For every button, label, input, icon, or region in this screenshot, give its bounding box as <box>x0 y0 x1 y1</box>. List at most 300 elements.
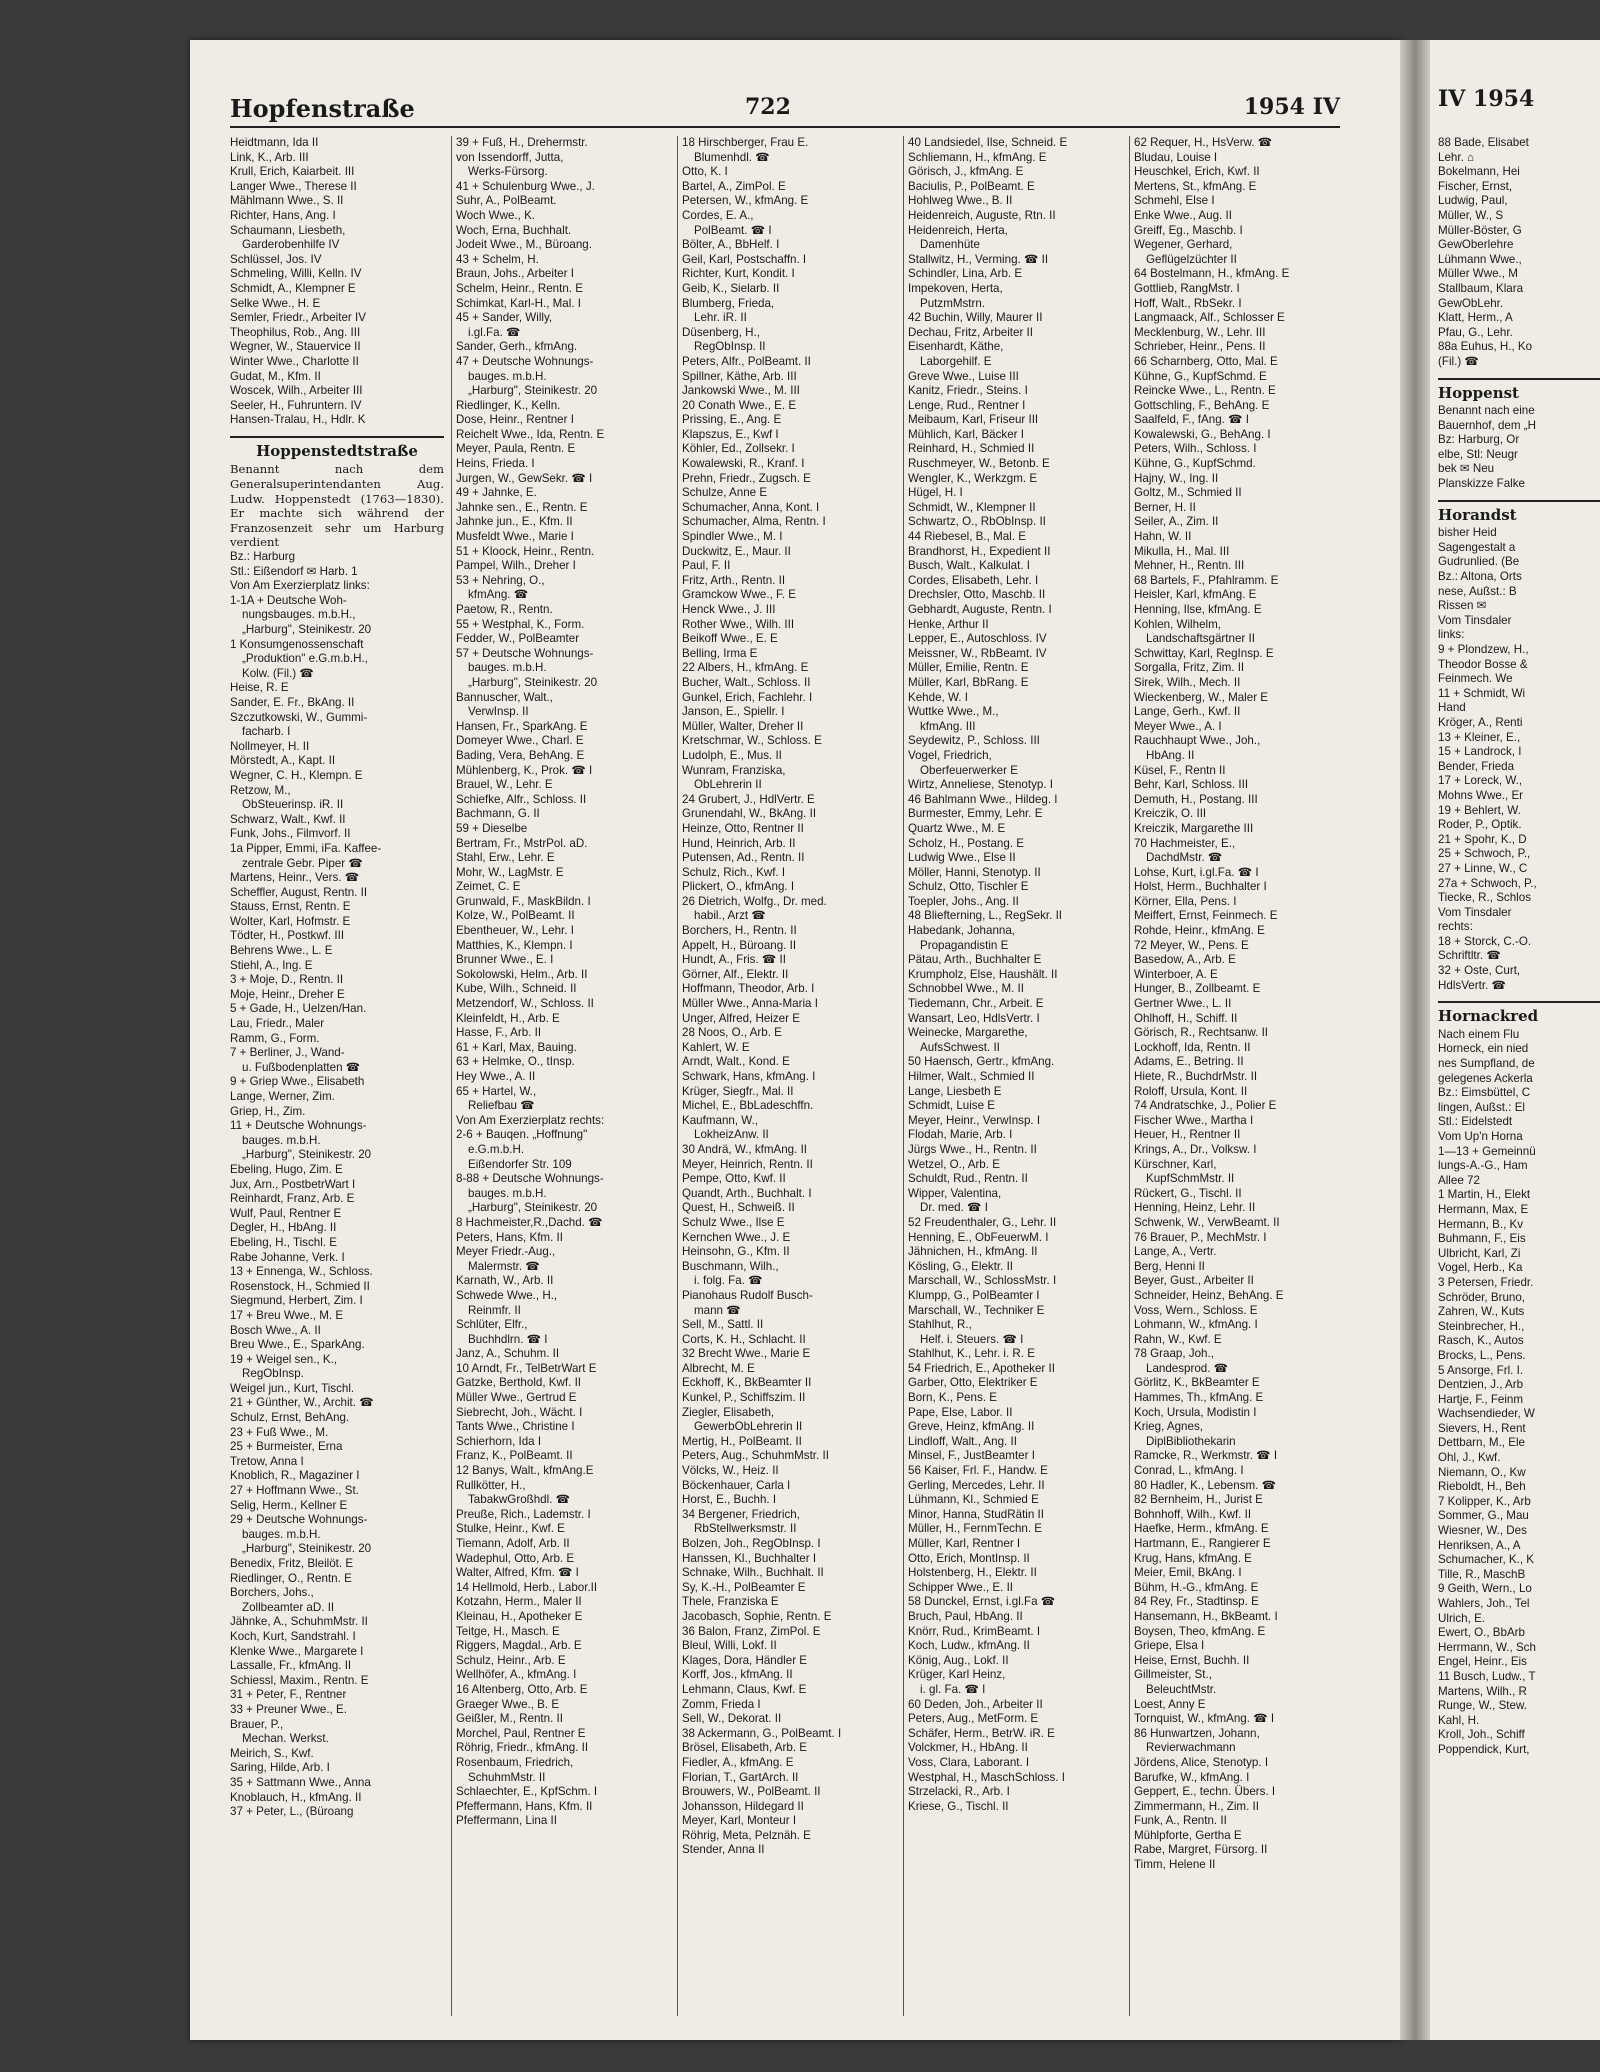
directory-entry: Selig, Herm., Kellner E <box>230 1498 348 1512</box>
directory-entry: Schmidt, A., Klempner E <box>230 281 356 295</box>
directory-entry: Peters, Alfr., PolBeamt. II <box>682 354 811 368</box>
directory-entry: TabakwGroßhdl. ☎ <box>468 1493 571 1507</box>
directory-entry: Heise, Ernst, Buchh. II <box>1134 1653 1250 1667</box>
directory-entry: Hey Wwe., A. II <box>456 1070 536 1083</box>
directory-entry: Sievers, H., Rent <box>1438 1421 1526 1435</box>
directory-entry: Krings, A., Dr., Volksw. I <box>1134 1142 1257 1156</box>
directory-entry: Lange, Gerh., Kwf. II <box>1134 705 1241 719</box>
directory-entry: 8-88 + Deutsche Wohnungs- <box>456 1172 604 1186</box>
directory-entry: Johansson, Hildegard II <box>682 1799 804 1813</box>
directory-entry: 51 + Kloock, Heinr., Rentn. <box>456 544 595 558</box>
directory-entry: Hunger, B., Zollbeamt. E <box>1134 982 1261 996</box>
directory-entry: Bz.: Harburg <box>230 550 296 564</box>
directory-entry: Riggers, Magdal., Arb. E <box>456 1639 582 1653</box>
directory-entry: Plickert, O., kfmAng. I <box>682 880 795 894</box>
directory-entry: Jodeit Wwe., M., Büroang. <box>456 238 592 252</box>
directory-entry: Rother Wwe., Wilh. III <box>682 617 795 631</box>
directory-entry: Bz.: Eimsbüttel, C <box>1438 1086 1531 1100</box>
directory-entry: Stahl, Erw., Lehr. E <box>456 851 555 865</box>
directory-entry: Nach einem Flu <box>1438 1027 1520 1041</box>
directory-entry: Duckwitz, E., Maur. II <box>682 544 791 558</box>
directory-entry: Herrmann, W., Sch <box>1438 1640 1536 1654</box>
directory-entry: Quartz Wwe., M. E <box>908 821 1006 835</box>
directory-entry: Nollmeyer, H. II <box>230 739 310 753</box>
directory-entry: Ebeling, Hugo, Zim. E <box>230 1162 343 1176</box>
directory-entry: 70 Hachmeister, E., <box>1134 836 1236 850</box>
directory-entry: Schmidt, W., Klempner II <box>908 500 1036 514</box>
directory-entry: Zahren, W., Kuts <box>1438 1305 1525 1319</box>
directory-entry: „Harburg", Steinikestr. 20 <box>242 1148 372 1162</box>
directory-entry: Wunram, Franziska, <box>682 763 786 777</box>
directory-entry: Kösling, G., Elektr. II <box>908 1259 1014 1273</box>
directory-entry: PutzmMstrn. <box>920 296 986 310</box>
directory-entry: Wegner, C. H., Klempn. E <box>230 768 363 782</box>
directory-entry: i. gl. Fa. ☎ I <box>920 1682 986 1696</box>
directory-entry: 17 + Breu Wwe., M. E <box>230 1308 344 1322</box>
directory-entry: Paetow, R., Rentn. <box>456 603 553 616</box>
directory-entry: Schumacher, Alma, Rentn. I <box>682 515 826 529</box>
directory-entry: Bannuscher, Walt., <box>456 690 553 704</box>
directory-entry: Hohlweg Wwe., B. II <box>908 194 1013 208</box>
directory-entry: Voss, Clara, Laborant. I <box>908 1755 1030 1769</box>
directory-entry: Voss, Wern., Schloss. E <box>1134 1303 1258 1317</box>
directory-entry: 7 + Berliner, J., Wand- <box>230 1046 345 1060</box>
directory-entry: Jürgs Wwe., H., Rentn. II <box>908 1142 1037 1156</box>
directory-entry: bauges. m.b.H. <box>242 1527 321 1541</box>
directory-entry: Ewert, O., BbArb <box>1438 1626 1525 1640</box>
directory-entry: Thele, Franziska E <box>682 1595 779 1609</box>
directory-entry: Malermstr. ☎ <box>468 1259 540 1273</box>
directory-entry: Kanitz, Friedr., Steins. I <box>908 384 1028 398</box>
directory-entry: Görner, Alf., Elektr. II <box>682 967 789 981</box>
directory-entry: 11 Busch, Ludw., T <box>1438 1669 1536 1683</box>
directory-entry: Westphal, H., MaschSchloss. I <box>908 1770 1066 1784</box>
directory-entry: Damenhüte <box>920 238 980 252</box>
directory-entry: Schwede Wwe., H., <box>456 1288 558 1302</box>
directory-entry: Gottschling, F., BehAng. E <box>1134 398 1270 412</box>
directory-entry: Drechsler, Otto, Maschb. II <box>908 588 1046 602</box>
directory-entry: Revierwachmann <box>1146 1741 1236 1755</box>
directory-entry: RegObInsp. <box>242 1367 304 1381</box>
section-description: Benannt nach dem Generalsuperintendanten Aug. Ludw. Hoppenstedt (1763—1830). Er machte sich während der Franzosenzeit sehr um Harburg verdient <box>230 462 444 550</box>
directory-entry: Saring, Hilde, Arb. I <box>230 1761 330 1775</box>
directory-entry: Tants Wwe., Christine I <box>456 1420 575 1434</box>
directory-entry: Petersen, W., kfmAng. E <box>682 194 809 208</box>
directory-entry: Suhr, A., PolBeamt. <box>456 194 557 208</box>
directory-entry: AufsSchwest. II <box>920 1040 1000 1054</box>
directory-entry: Mohr, W., LagMstr. E <box>456 865 564 879</box>
column-3 <box>682 136 896 2026</box>
directory-entry: Walter, Alfred, Kfm. ☎ I <box>456 1566 579 1580</box>
directory-entry: Gramckow Wwe., F. E <box>682 588 797 602</box>
directory-entry: Knoblich, R., Magaziner I <box>230 1469 360 1483</box>
directory-entry: Geil, Karl, Postschaffn. I <box>682 252 807 266</box>
directory-entry: Schiessl, Maxim., Rentn. E <box>230 1673 369 1687</box>
directory-entry: Kowalewski, G., BehAng. I <box>1134 427 1271 441</box>
directory-entry: Henning, E., ObFeuerwM. I <box>908 1230 1049 1244</box>
directory-entry: Runge, W., Stew. <box>1438 1699 1527 1713</box>
directory-entry: Toepler, Johs., Ang. II <box>908 894 1019 908</box>
directory-entry: Vom Tinsdaler <box>1438 613 1512 627</box>
directory-entry: Kernchen Wwe., J. E <box>682 1230 791 1244</box>
directory-entry: 60 Deden, Joh., Arbeiter II <box>908 1697 1043 1711</box>
directory-entry: Hanssen, Kl., Buchhalter I <box>682 1551 817 1565</box>
directory-entry: 55 + Westphal, K., Form. <box>456 617 585 631</box>
directory-entry: Peters, Wilh., Schloss. I <box>1134 442 1257 456</box>
directory-entry: Pempe, Otto, Kwf. II <box>682 1172 786 1186</box>
directory-entry: Flodah, Marie, Arb. I <box>908 1128 1013 1142</box>
right-section-3-lines <box>1438 1028 1600 1758</box>
directory-entry: Mörstedt, A., Kapt. II <box>230 754 336 768</box>
directory-entry: Zollbeamter aD. II <box>242 1600 335 1614</box>
directory-entry: 17 + Loreck, W., <box>1438 774 1523 788</box>
directory-entry: Greiff, Eg., Maschb. I <box>1134 223 1243 237</box>
directory-entry: Bohnhoff, Wilh., Kwf. II <box>1134 1507 1252 1521</box>
directory-entry: 32 Brecht Wwe., Marie E <box>682 1347 811 1361</box>
directory-entry: Köhler, Ed., Zollsekr. I <box>682 442 795 456</box>
directory-entry: Bz.: Altona, Orts <box>1438 570 1522 584</box>
directory-entry: Ramm, G., Form. <box>230 1031 320 1045</box>
directory-entry: Bading, Vera, BehAng. E <box>456 748 585 762</box>
directory-entry: Müller Wwe., Gertrud E <box>456 1391 577 1405</box>
directory-entry: Habedank, Johanna, <box>908 924 1016 938</box>
directory-entry: Sirek, Wilh., Mech. II <box>1134 675 1241 689</box>
directory-entry: Jux, Arn., PostbetrWart I <box>230 1177 356 1191</box>
directory-entry: Horst, E., Buchh. I <box>682 1493 777 1507</box>
directory-entry: Busch, Walt., Kalkulat. I <box>908 559 1030 573</box>
directory-entry: 26 Dietrich, Wolfg., Dr. med. <box>682 894 827 908</box>
directory-entry: Vom Up'n Horna <box>1438 1130 1523 1143</box>
directory-entry: Gertner Wwe., L. II <box>1134 997 1232 1011</box>
directory-entry: Mühlpforte, Gertha E <box>1134 1828 1242 1842</box>
directory-entry: Röhrig, Friedr., kfmAng. II <box>456 1741 589 1755</box>
directory-entry: Lühmann, Kl., Schmied E <box>908 1493 1039 1507</box>
directory-entry: DachdMstr. ☎ <box>1146 851 1223 865</box>
directory-entry: Lohmann, W., kfmAng. I <box>1134 1318 1258 1332</box>
directory-entry: Rahn, W., Kwf. E <box>1134 1332 1222 1346</box>
directory-entry: Bender, Frieda <box>1438 759 1515 773</box>
directory-entry: Jähnichen, H., kfmAng. II <box>908 1245 1038 1259</box>
directory-entry: Siegmund, Herbert, Zim. I <box>230 1294 363 1308</box>
directory-entry: SchuhmMstr. II <box>468 1770 546 1784</box>
directory-entry: Arndt, Walt., Kond. E <box>682 1055 790 1069</box>
directory-entry: 1 Martin, H., Elekt <box>1438 1188 1531 1202</box>
directory-entry: Szczutkowski, W., Gummi- <box>230 710 368 724</box>
directory-entry: Born, K., Pens. E <box>908 1391 997 1405</box>
directory-entry: Domeyer Wwe., Charl. E <box>456 734 584 748</box>
directory-entry: Pampel, Wilh., Dreher I <box>456 559 576 573</box>
directory-entry: 10 Arndt, Fr., TelBetrWart E <box>456 1361 597 1375</box>
directory-entry: 88a Euhus, H., Ko <box>1438 340 1533 354</box>
directory-entry: Horneck, ein nied <box>1438 1042 1529 1056</box>
directory-entry: Allee 72 <box>1438 1173 1480 1187</box>
directory-entry: Wiesner, W., Des <box>1438 1524 1527 1538</box>
directory-entry: 33 + Preuner Wwe., E. <box>230 1702 347 1716</box>
directory-entry: 1—13 + Gemeinnü <box>1438 1144 1536 1158</box>
directory-entry: Borchers, Johs., <box>230 1586 314 1600</box>
directory-entry: Pfau, G., Lehr. <box>1438 325 1513 339</box>
directory-entry: Bludau, Louise I <box>1134 150 1218 164</box>
directory-entry: Lehr. iR. II <box>694 311 747 325</box>
directory-entry: Mohns Wwe., Er <box>1438 788 1524 802</box>
directory-entry: Hoff, Walt., RbSekr. I <box>1134 296 1242 310</box>
directory-entry: Conrad, L., kfmAng. I <box>1134 1464 1244 1478</box>
directory-entry: bek ✉ Neu <box>1438 462 1495 476</box>
directory-entry: Klumpp, G., PolBeamter I <box>908 1288 1040 1302</box>
directory-entry: Gerling, Mercedes, Lehr. II <box>908 1478 1045 1492</box>
directory-entry: Breu Wwe., E., SparkAng. <box>230 1338 365 1352</box>
directory-entry: Möller, Hanni, Stenotyp. II <box>908 865 1041 879</box>
directory-entry: Schwartz, O., RbObInsp. II <box>908 515 1046 529</box>
directory-entry: Müller-Böster, G <box>1438 223 1522 237</box>
directory-entry: Hasse, F., Arb. II <box>456 1026 542 1040</box>
directory-entry: Gudrunlied. (Be <box>1438 555 1520 569</box>
directory-entry: Quest, H., Schweiß. II <box>682 1201 795 1215</box>
directory-entry: 88 Bade, Elisabet <box>1438 136 1529 149</box>
directory-entry: Meibaum, Karl, Friseur III <box>908 413 1039 427</box>
directory-entry: Knoblauch, H., kfmAng. II <box>230 1790 362 1804</box>
directory-entry: Schlüter, Elfr., <box>456 1318 528 1332</box>
directory-entry: Volckmer, H., HbAng. II <box>908 1741 1028 1755</box>
directory-entry: Kleinfeldt, H., Arb. E <box>456 1011 560 1025</box>
directory-entry: 11 + Deutsche Wohnungs- <box>230 1119 367 1133</box>
directory-entry: Kühne, G., KupfSchmd. E <box>1134 369 1267 383</box>
directory-entry: Schulz, Otto, Tischler E <box>908 880 1029 894</box>
directory-entry: Impekoven, Herta, <box>908 281 1003 295</box>
directory-entry: Schriftltr. ☎ <box>1438 949 1501 963</box>
directory-entry: Moje, Heinr., Dreher E <box>230 987 345 1001</box>
directory-entry: „Harburg", Steinikestr. 20 <box>468 384 598 398</box>
directory-entry: Henriksen, A., A <box>1438 1538 1521 1552</box>
directory-entry: 22 Albers, H., kfmAng. E <box>682 661 809 675</box>
directory-entry: Tretow, Anna I <box>230 1454 304 1468</box>
directory-entry: Zeimet, C. E <box>456 880 521 894</box>
directory-entry: 32 + Oste, Curt, <box>1438 964 1521 978</box>
directory-entry: 7 Kolipper, K., Arb <box>1438 1494 1531 1508</box>
directory-entry: 3 Petersen, Friedr. <box>1438 1275 1534 1289</box>
directory-entry: Jacobasch, Sophie, Rentn. E <box>682 1609 832 1623</box>
directory-entry: Bertram, Fr., MstrPol. aD. <box>456 836 588 850</box>
directory-entry: Schlaechter, E., KpfSchm. I <box>456 1785 598 1799</box>
directory-entry: Lenge, Rud., Rentner I <box>908 398 1026 412</box>
directory-entry: Meyer Friedr.-Aug., <box>456 1245 556 1259</box>
directory-entry: 28 Noos, O., Arb. E <box>682 1026 782 1040</box>
directory-entry: Tiemann, Adolf, Arb. II <box>456 1537 570 1550</box>
column-5 <box>1134 136 1348 2026</box>
directory-entry: Buschmann, Wilh., <box>682 1259 779 1273</box>
directory-entry: 27a + Schwoch, P., <box>1438 876 1537 890</box>
directory-entry: Jördens, Alice, Stenotyp. I <box>1134 1755 1269 1769</box>
directory-entry: Martens, Wilh., R <box>1438 1684 1527 1698</box>
directory-entry: Knörr, Rud., KrimBeamt. I <box>908 1624 1041 1638</box>
directory-entry: 31 + Peter, F., Rentner <box>230 1688 347 1702</box>
directory-entry: Stallbaum, Klara <box>1438 281 1524 295</box>
directory-entry: Wansart, Leo, HdlsVertr. I <box>908 1011 1040 1025</box>
directory-entry: Benannt nach eine <box>1438 404 1535 418</box>
directory-entry: Ludolph, E., Mus. II <box>682 748 782 762</box>
directory-entry: Kriese, G., Tischl. II <box>908 1799 1009 1813</box>
directory-entry: Schulz Wwe., Ilse E <box>682 1215 785 1229</box>
directory-entry: nese, Außst.: B <box>1438 584 1517 598</box>
directory-entry: Woch Wwe., K. <box>456 208 536 222</box>
hopfenstrasse-residents <box>230 136 444 428</box>
directory-entry: Müller, Emilie, Rentn. E <box>908 661 1029 675</box>
directory-entry: Eckhoff, K., BkBeamter II <box>682 1376 812 1390</box>
directory-entry: Reinhardt, Franz, Arb. E <box>230 1192 355 1206</box>
directory-entry: Pätau, Arth., Buchhalter E <box>908 953 1042 967</box>
directory-entry: Albrecht, M. E <box>682 1361 755 1375</box>
directory-entry: Woch, Erna, Buchhalt. <box>456 223 572 237</box>
directory-entry: 74 Andratschke, J., Polier E <box>1134 1099 1277 1113</box>
directory-entry: Behr, Karl, Schloss. III <box>1134 778 1249 792</box>
directory-entry: Adams, E., Betring. II <box>1134 1055 1244 1069</box>
directory-entry: Meyer, Heinr., VerwInsp. I <box>908 1113 1041 1127</box>
directory-entry: Kowalewski, R., Kranf. I <box>682 457 805 471</box>
directory-entry: Wuttke Wwe., M., <box>908 705 999 719</box>
right-page-header: IV 1954 <box>1438 86 1535 112</box>
directory-entry: Theophilus, Rob., Ang. III <box>230 325 361 339</box>
directory-entry: 14 Hellmold, Herb., Labor.II <box>456 1580 598 1594</box>
directory-entry: Greve, Heinz, kfmAng. II <box>908 1420 1035 1434</box>
directory-entry: Schipper Wwe., E. II <box>908 1580 1014 1594</box>
column-2 <box>456 136 670 2026</box>
directory-entry: Semler, Friedr., Arbeiter IV <box>230 311 366 325</box>
directory-entry: Mertens, St., kfmAng. E <box>1134 179 1257 193</box>
directory-entry: Sy, K.-H., PolBeamter E <box>682 1580 806 1594</box>
directory-entry: Lau, Friedr., Maler <box>230 1017 325 1031</box>
directory-entry: Ebeling, H., Tischl. E <box>230 1235 337 1249</box>
directory-entry: Burmester, Emmy, Lehr. E <box>908 807 1043 821</box>
directory-entry: Müller, W., S <box>1438 208 1504 222</box>
directory-entry: Engel, Heinr., Eis <box>1438 1655 1527 1669</box>
directory-entry: Siebrecht, Joh., Wächt. I <box>456 1405 583 1419</box>
directory-entry: 50 Haensch, Gertr., kfmAng. <box>908 1055 1055 1069</box>
directory-entry: Bachmann, G. II <box>456 807 540 821</box>
directory-entry: Schulz, Rich., Kwf. I <box>682 865 786 879</box>
hoppenstedtstrasse-residents <box>230 550 444 1820</box>
column-1 <box>230 136 444 2026</box>
directory-entry: Otto, Erich, MontInsp. II <box>908 1551 1030 1565</box>
directory-entry: 48 Bliefterning, L., RegSekr. II <box>908 909 1063 923</box>
directory-entry: Brösel, Elisabeth, Arb. E <box>682 1741 808 1755</box>
directory-entry: Lepper, E., Autoschloss. IV <box>908 632 1047 646</box>
directory-entry: GewerbObLehrerin II <box>694 1420 803 1434</box>
directory-entry: Rabe Johanne, Verk. I <box>230 1250 345 1264</box>
directory-entry: Gunkel, Erich, Fachlehr. I <box>682 690 813 704</box>
directory-entry: 27 + Linne, W., C <box>1438 861 1528 875</box>
directory-entry: Peters, Aug., MetForm. E <box>908 1712 1039 1726</box>
directory-entry: rechts: <box>1438 920 1473 934</box>
directory-entry: 56 Kaiser, Frl. F., Handw. E <box>908 1464 1048 1478</box>
right-section-title-2: Horandst <box>1438 500 1600 523</box>
directory-entry: 11 + Schmidt, Wi <box>1438 686 1526 700</box>
directory-entry: 16 Altenberg, Otto, Arb. E <box>456 1682 588 1696</box>
directory-entry: Tiedemann, Chr., Arbeit. E <box>908 997 1044 1011</box>
directory-entry: Stl.: Eißendorf ✉ Harb. 1 <box>230 564 358 578</box>
directory-entry: Langmaack, Alf., Schlosser E <box>1134 311 1285 325</box>
directory-entry: nes Sumpfland, de <box>1438 1057 1535 1071</box>
directory-entry: Eisenhardt, Käthe, <box>908 340 1004 354</box>
directory-entry: Gebhardt, Auguste, Rentn. I <box>908 603 1052 616</box>
directory-entry: Otto, K. I <box>682 165 728 179</box>
directory-entry: Riedlinger, O., Rentn. E <box>230 1571 352 1585</box>
directory-entry: Schäfer, Herm., BetrW. iR. E <box>908 1726 1055 1740</box>
directory-entry: Heinze, Otto, Rentner II <box>682 821 804 835</box>
directory-entry: Graeger Wwe., B. E <box>456 1697 560 1711</box>
directory-entry: Steinbrecher, H., <box>1438 1319 1525 1333</box>
column-divider <box>677 136 678 2016</box>
directory-entry: Haefke, Herm., kfmAng. E <box>1134 1522 1269 1536</box>
directory-entry: Rosenbaum, Friedrich, <box>456 1755 574 1769</box>
directory-entry: Schnake, Wilh., Buchhalt. II <box>682 1566 824 1580</box>
directory-entry: Krumpholz, Else, Haushält. II <box>908 967 1058 981</box>
directory-entry: Kleinau, H., Apotheker E <box>456 1609 583 1623</box>
directory-entry: Zomm, Frieda I <box>682 1697 761 1711</box>
directory-entry: Kürschner, Karl, <box>1134 1157 1217 1171</box>
directory-entry: Sagengestalt a <box>1438 540 1516 554</box>
directory-entry: Hahn, W. II <box>1134 530 1192 544</box>
directory-entry: RbStellwerksmstr. II <box>694 1522 797 1536</box>
directory-entry: 36 Balon, Franz, ZimPol. E <box>682 1624 821 1638</box>
directory-entry: 21 + Spohr, K., D <box>1438 832 1527 846</box>
directory-entry: 61 + Karl, Max, Bauing. <box>456 1040 577 1054</box>
directory-entry: 9 Geith, Wern., Lo <box>1438 1582 1532 1596</box>
directory-entry: Musfeldt Wwe., Marie I <box>456 530 574 544</box>
directory-entry: Spillner, Käthe, Arb. III <box>682 369 797 383</box>
directory-entry: Schmehl, Else I <box>1134 194 1215 208</box>
directory-entry: Sander, Gerh., kfmAng. <box>456 340 578 354</box>
directory-entry: Corts, K. H., Schlacht. II <box>682 1332 806 1346</box>
directory-entry: 38 Ackermann, G., PolBeamt. I <box>682 1726 842 1740</box>
directory-entry: Lange, A., Vertr. <box>1134 1245 1217 1259</box>
directory-entry: Klages, Dora, Händler E <box>682 1653 808 1667</box>
directory-entry: Cordes, E. A., <box>682 208 754 222</box>
right-page-entries <box>1438 136 1600 370</box>
directory-entry: Wegener, Gerhard, <box>1134 238 1233 252</box>
directory-entry: Heisler, Karl, kfmAng. E <box>1134 588 1257 602</box>
directory-entry: Schiefke, Alfr., Schloss. II <box>456 792 587 806</box>
directory-entry: Schwark, Hans, kfmAng. I <box>682 1070 816 1083</box>
directory-entry: Wegner, W., Stauervice II <box>230 340 361 354</box>
directory-entry: e.G.m.b.H. <box>468 1142 525 1156</box>
directory-entry: Meyer, Paula, Rentn. E <box>456 442 576 456</box>
directory-entry: Müller, Karl, Rentner I <box>908 1537 1021 1550</box>
directory-entry: VerwInsp. II <box>468 705 529 719</box>
directory-entry: Bucher, Walt., Schloss. II <box>682 675 811 689</box>
directory-entry: Gatzke, Berthold, Kwf. II <box>456 1376 582 1390</box>
directory-entry: Klatt, Herm., A <box>1438 311 1513 325</box>
directory-entry: Riedlinger, K., Kelln. <box>456 398 561 412</box>
directory-entry: Goltz, M., Schmied II <box>1134 486 1242 500</box>
directory-entry: Martens, Heinr., Vers. ☎ <box>230 871 360 885</box>
right-page-column <box>1438 136 1600 1758</box>
directory-entry: Stiehl, A., Ing. E <box>230 958 313 972</box>
directory-entry: Karnath, W., Arb. II <box>456 1274 554 1288</box>
directory-entry: Seiler, A., Zim. II <box>1134 515 1219 529</box>
directory-entry: Kunkel, P., Schiffszim. II <box>682 1391 806 1405</box>
directory-entry: 45 + Sander, Willy, <box>456 311 553 325</box>
directory-entry: 1-1A + Deutsche Woh- <box>230 593 347 607</box>
directory-entry: Heise, R. E <box>230 681 289 695</box>
directory-entry: ObSteuerinsp. iR. II <box>242 798 344 812</box>
directory-entry: Hundt, A., Fris. ☎ II <box>682 953 786 967</box>
directory-entry: Kahlert, W. E <box>682 1040 750 1054</box>
directory-entry: Unger, Alfred, Heizer E <box>682 1011 800 1025</box>
directory-entry: Schröder, Bruno, <box>1438 1290 1526 1304</box>
directory-entry: Fischer Wwe., Martha I <box>1134 1113 1254 1127</box>
directory-entry: Hansen, Fr., SparkAng. E <box>456 719 588 733</box>
directory-entry: 1 Konsumgenossenschaft <box>230 637 364 651</box>
